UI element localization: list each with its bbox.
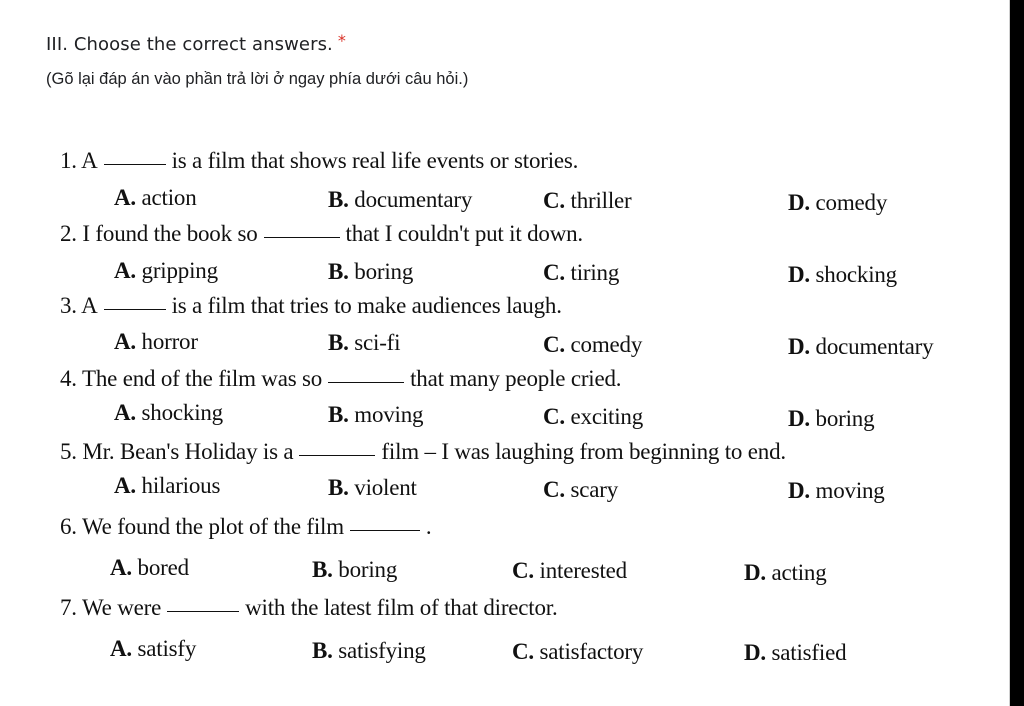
option-text: moving: [354, 402, 424, 427]
option-b: [328, 259, 413, 285]
option-letter: B.: [328, 187, 349, 212]
question-number: 4.: [60, 366, 77, 391]
answer-blank: [328, 381, 404, 383]
option-text: horror: [141, 329, 198, 354]
option-b: [328, 475, 417, 501]
option-text: comedy: [570, 332, 643, 357]
option-text: bored: [137, 555, 189, 580]
question-7: [60, 595, 558, 621]
option-a: [114, 185, 197, 211]
option-text: satisfy: [137, 636, 197, 661]
question-number: 5.: [60, 439, 77, 464]
question-3: [60, 293, 562, 319]
option-text: sci-fi: [354, 330, 401, 355]
option-c: [543, 332, 642, 358]
option-letter: A.: [110, 555, 132, 580]
option-text: documentary: [354, 187, 473, 212]
answer-blank: [264, 236, 340, 238]
section-title: [46, 31, 346, 55]
option-a: [114, 400, 223, 426]
question-number: 6.: [60, 514, 77, 539]
option-text: gripping: [141, 258, 218, 283]
question-text-before: A: [81, 148, 98, 173]
option-text: boring: [815, 406, 875, 431]
option-letter: D.: [788, 190, 810, 215]
option-letter: B.: [312, 557, 333, 582]
question-text-after: with the latest film of that director.: [245, 595, 558, 620]
option-letter: C.: [543, 404, 565, 429]
option-letter: C.: [543, 188, 565, 213]
option-text: documentary: [815, 334, 934, 359]
required-asterisk: *: [337, 31, 346, 50]
option-letter: C.: [512, 558, 534, 583]
question-text-before: I found the book so: [82, 221, 258, 246]
option-letter: C.: [512, 639, 534, 664]
option-b: [328, 187, 472, 213]
option-b: [312, 557, 397, 583]
option-text: satisfying: [338, 638, 426, 663]
question-text-after: that I couldn't put it down.: [345, 221, 583, 246]
option-letter: C.: [543, 477, 565, 502]
option-d: [788, 190, 887, 216]
question-number: 1.: [60, 148, 77, 173]
section-title-text: III. Choose the correct answers.: [46, 34, 333, 55]
answer-blank: [167, 610, 239, 612]
option-b: [328, 402, 423, 428]
question-text-after: is a film that tries to make audiences laugh.: [171, 293, 562, 318]
option-letter: A.: [110, 636, 132, 661]
question-2: [60, 221, 583, 247]
question-number: 7.: [60, 595, 77, 620]
option-letter: A.: [114, 258, 136, 283]
option-letter: D.: [788, 478, 810, 503]
option-d: [744, 560, 827, 586]
option-b: [312, 638, 426, 664]
option-c: [543, 260, 619, 286]
question-text-after: that many people cried.: [410, 366, 622, 391]
question-text-after: film – I was laughing from beginning to end.: [381, 439, 786, 464]
question-5: [60, 439, 786, 465]
option-letter: D.: [788, 262, 810, 287]
instruction-text: (Gõ lại đáp án vào phần trả lời ở ngay phía dưới câu hỏi.): [46, 70, 469, 88]
option-a: [114, 258, 218, 284]
option-letter: A.: [114, 185, 136, 210]
option-a: [114, 329, 198, 355]
question-text-before: A: [81, 293, 98, 318]
option-text: boring: [354, 259, 414, 284]
option-text: moving: [815, 478, 885, 503]
option-text: thriller: [570, 188, 632, 213]
option-text: satisfied: [771, 640, 847, 665]
option-d: [744, 640, 846, 666]
option-text: tiring: [570, 260, 620, 285]
option-letter: C.: [543, 260, 565, 285]
option-letter: B.: [328, 330, 349, 355]
option-text: action: [141, 185, 197, 210]
option-c: [543, 188, 632, 214]
option-c: [543, 404, 643, 430]
option-a: [114, 473, 220, 499]
question-6: [60, 514, 431, 540]
option-text: shocking: [141, 400, 223, 425]
question-text-before: We found the plot of the film: [82, 514, 344, 539]
option-text: comedy: [815, 190, 888, 215]
answer-blank: [350, 529, 420, 531]
option-c: [512, 558, 627, 584]
question-1: [60, 148, 578, 174]
option-b: [328, 330, 400, 356]
option-text: hilarious: [141, 473, 221, 498]
option-letter: B.: [312, 638, 333, 663]
option-letter: B.: [328, 475, 349, 500]
option-text: acting: [771, 560, 827, 585]
option-letter: D.: [788, 406, 810, 431]
question-number: 2.: [60, 221, 77, 246]
option-text: satisfactory: [539, 639, 644, 664]
question-4: [60, 366, 621, 392]
question-number: 3.: [60, 293, 77, 318]
option-letter: D.: [744, 560, 766, 585]
option-letter: A.: [114, 400, 136, 425]
option-letter: D.: [744, 640, 766, 665]
option-a: [110, 555, 189, 581]
option-d: [788, 406, 874, 432]
question-text-after: is a film that shows real life events or stories.: [171, 148, 579, 173]
option-text: scary: [570, 477, 619, 502]
option-text: shocking: [815, 262, 897, 287]
answer-blank: [104, 163, 166, 165]
question-image: [48, 132, 988, 692]
answer-blank: [104, 308, 166, 310]
option-letter: C.: [543, 332, 565, 357]
option-c: [543, 477, 618, 503]
question-text-before: Mr. Bean's Holiday is a: [82, 439, 294, 464]
option-letter: A.: [114, 329, 136, 354]
question-text-before: We were: [82, 595, 162, 620]
option-letter: B.: [328, 402, 349, 427]
answer-blank: [299, 454, 375, 456]
option-c: [512, 639, 643, 665]
option-d: [788, 262, 897, 288]
option-a: [110, 636, 196, 662]
option-letter: D.: [788, 334, 810, 359]
option-letter: B.: [328, 259, 349, 284]
question-text-after: .: [425, 514, 432, 539]
option-d: [788, 334, 933, 360]
option-text: interested: [539, 558, 627, 583]
option-text: exciting: [570, 404, 644, 429]
option-d: [788, 478, 885, 504]
option-text: boring: [338, 557, 398, 582]
option-text: violent: [354, 475, 417, 500]
question-text-before: The end of the film was so: [82, 366, 323, 391]
option-letter: A.: [114, 473, 136, 498]
